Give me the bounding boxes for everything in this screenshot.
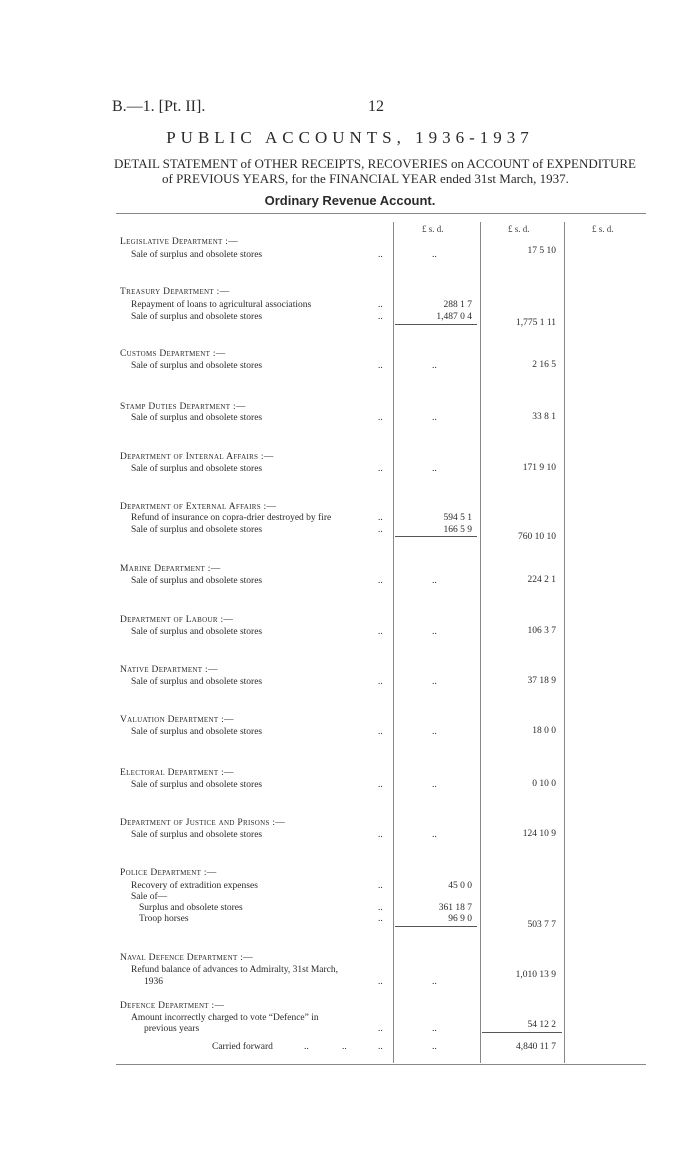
leader-dots: ..	[432, 977, 437, 987]
subtotal-rule	[395, 536, 477, 537]
line-item-description: Refund of insurance on copra-drier destroyed by fire	[131, 513, 332, 523]
leader-dots: ..	[378, 780, 383, 790]
leader-dots: ..	[432, 464, 437, 474]
subtotal-rule	[395, 926, 477, 927]
column-header-grand: £ s. d.	[592, 224, 614, 234]
leader-dots: ..	[378, 830, 383, 840]
department-total: 1,775 1 11	[515, 318, 556, 328]
item-amount: 288 1 7	[443, 300, 472, 310]
column-header-totals: £ s. d.	[508, 224, 530, 234]
leader-dots: ..	[432, 780, 437, 790]
department-name: Legislative Department :—	[120, 237, 239, 247]
department-total: 2 16 5	[532, 360, 556, 370]
department-total: 54 12 2	[527, 1020, 556, 1030]
item-amount: 45 0 0	[448, 881, 472, 891]
line-item-description: Surplus and obsolete stores	[139, 903, 243, 913]
department-total: 37 18 9	[527, 676, 556, 686]
leader-dots: ..	[378, 361, 383, 371]
line-item-description: Sale of surplus and obsolete stores	[131, 413, 263, 423]
line-item-description: Recovery of extradition expenses	[131, 881, 258, 891]
line-item-description: Sale of surplus and obsolete stores	[131, 677, 263, 687]
column-divider	[564, 222, 565, 1063]
line-item-description: previous years	[144, 1024, 200, 1034]
department-name: Valuation Department :—	[120, 715, 234, 725]
column-divider	[480, 222, 481, 1063]
line-item-description: Refund balance of advances to Admiralty, 31st March,	[131, 965, 339, 975]
department-name: Marine Department :—	[120, 564, 221, 574]
department-name: Treasury Department :—	[120, 287, 230, 297]
line-item-description: Sale of surplus and obsolete stores	[131, 576, 263, 586]
page-title: PUBLIC ACCOUNTS, 1936-1937	[166, 128, 534, 147]
leader-dots: ..	[378, 464, 383, 474]
department-total: 18 0 0	[532, 726, 556, 736]
leader-dots: ..	[432, 677, 437, 687]
item-amount: 96 9 0	[448, 914, 472, 924]
line-item-description: Troop horses	[139, 914, 189, 924]
line-item-description: Amount incorrectly charged to vote “Defence” in	[131, 1013, 319, 1023]
leader-dots: ..	[378, 903, 383, 913]
department-name: Department of External Affairs :—	[120, 502, 277, 512]
leader-dots: ..	[378, 881, 383, 891]
department-total: 224 2 1	[527, 575, 556, 585]
department-total: 124 10 9	[522, 829, 556, 839]
line-item-description: Sale of surplus and obsolete stores	[131, 830, 263, 840]
line-item-description: Repayment of loans to agricultural associations	[131, 300, 312, 310]
account-title: Ordinary Revenue Account.	[264, 193, 436, 208]
department-name: Electoral Department :—	[120, 768, 234, 778]
leader-dots: ..	[378, 576, 383, 586]
department-name: Department of Labour :—	[120, 615, 234, 625]
department-name: Naval Defence Department :—	[120, 953, 253, 963]
leader-dots: ..	[304, 1042, 309, 1052]
line-item-description: Sale of surplus and obsolete stores	[131, 627, 263, 637]
department-total: 106 3 7	[527, 626, 556, 636]
page-reference: B.—1. [Pt. II].	[112, 98, 206, 115]
leader-dots: ..	[432, 361, 437, 371]
line-item-description: 1936	[144, 977, 163, 987]
leader-dots: ..	[432, 830, 437, 840]
line-item-description: Sale of—	[131, 892, 168, 902]
line-item-description: Sale of surplus and obsolete stores	[131, 361, 263, 371]
total-rule	[482, 1032, 562, 1033]
leader-dots: ..	[378, 914, 383, 924]
statement-table	[116, 213, 646, 1065]
leader-dots: ..	[378, 312, 383, 322]
line-item-description: Sale of surplus and obsolete stores	[131, 250, 263, 260]
department-name: Native Department :—	[120, 665, 218, 675]
department-total: 17 5 10	[527, 246, 556, 256]
carried-forward-total: 4,840 11 7	[515, 1042, 556, 1052]
leader-dots: ..	[432, 1024, 437, 1034]
department-name: Department of Internal Affairs :—	[120, 452, 274, 462]
statement-title-line2: of PREVIOUS YEARS, for the FINANCIAL YEAR ended 31st March, 1937.	[162, 171, 569, 186]
line-item-description: Sale of surplus and obsolete stores	[131, 464, 263, 474]
department-total: 1,010 13 9	[515, 970, 556, 980]
leader-dots: ..	[432, 627, 437, 637]
item-amount: 594 5 1	[443, 513, 472, 523]
page-number: 12	[368, 98, 384, 115]
department-total: 760 10 10	[518, 532, 556, 542]
leader-dots: ..	[378, 977, 383, 987]
leader-dots: ..	[432, 413, 437, 423]
leader-dots: ..	[432, 727, 437, 737]
department-name: Police Department :—	[120, 868, 217, 878]
column-divider	[393, 222, 394, 1063]
leader-dots: ..	[378, 1024, 383, 1034]
subtotal-rule	[395, 324, 477, 325]
leader-dots: ..	[378, 525, 383, 535]
leader-dots: ..	[378, 513, 383, 523]
leader-dots: ..	[378, 1042, 383, 1052]
leader-dots: ..	[378, 677, 383, 687]
column-header-amounts: £ s. d.	[422, 224, 444, 234]
carried-forward-label: Carried forward	[212, 1042, 273, 1052]
leader-dots: ..	[378, 413, 383, 423]
department-total: 503 7 7	[527, 920, 556, 930]
line-item-description: Sale of surplus and obsolete stores	[131, 312, 263, 322]
line-item-description: Sale of surplus and obsolete stores	[131, 780, 263, 790]
line-item-description: Sale of surplus and obsolete stores	[131, 727, 263, 737]
leader-dots: ..	[432, 1042, 437, 1052]
statement-title-line1: DETAIL STATEMENT of OTHER RECEIPTS, RECOVERIES on ACCOUNT of EXPENDITURE	[114, 156, 636, 171]
leader-dots: ..	[432, 250, 437, 260]
item-amount: 1,487 0 4	[436, 312, 472, 322]
line-item-description: Sale of surplus and obsolete stores	[131, 525, 263, 535]
department-name: Department of Justice and Prisons :—	[120, 818, 286, 828]
leader-dots: ..	[378, 727, 383, 737]
leader-dots: ..	[342, 1042, 347, 1052]
department-name: Defence Department :—	[120, 1001, 225, 1011]
department-total: 33 8 1	[532, 412, 556, 422]
leader-dots: ..	[378, 250, 383, 260]
item-amount: 166 5 9	[443, 525, 472, 535]
department-total: 171 9 10	[522, 463, 556, 473]
leader-dots: ..	[378, 627, 383, 637]
leader-dots: ..	[432, 576, 437, 586]
department-name: Stamp Duties Department :—	[120, 402, 246, 412]
department-total: 0 10 0	[532, 779, 556, 789]
department-name: Customs Department :—	[120, 349, 226, 359]
leader-dots: ..	[378, 300, 383, 310]
item-amount: 361 18 7	[438, 903, 472, 913]
